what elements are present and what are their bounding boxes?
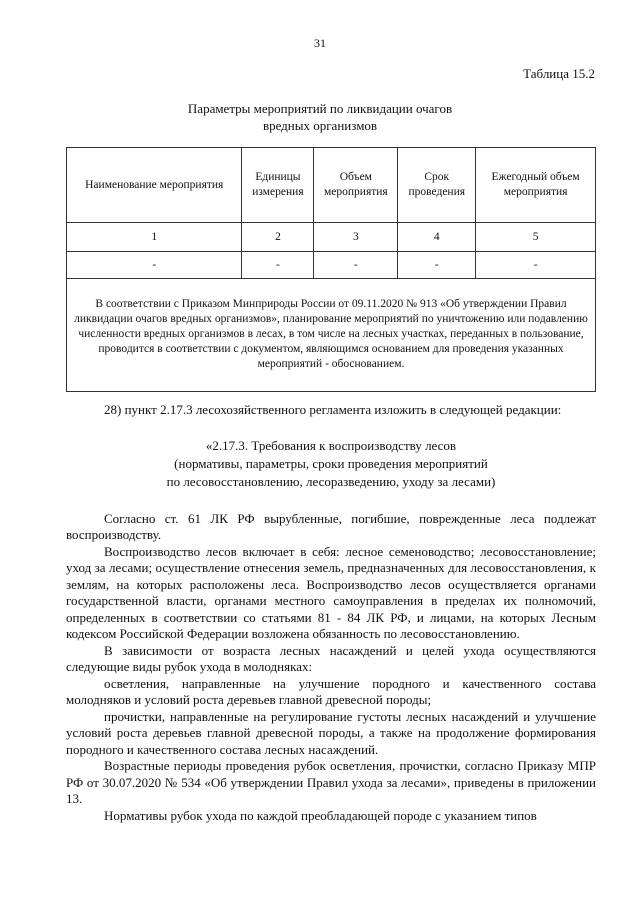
- paragraph: Согласно ст. 61 ЛК РФ вырубленные, погибшие, поврежденные леса подлежат воспроизводству.: [66, 510, 596, 542]
- table-cell: 4: [398, 223, 476, 252]
- page-number: 31: [314, 36, 326, 50]
- paragraph: Нормативы рубок ухода по каждой преобладающей породе с указанием типов: [104, 807, 537, 823]
- table-note: В соответствии с Приказом Минприроды России от 09.11.2020 № 913 «Об утверждении Правил ликвидации очагов вредных организмов», планирование мероприятий по уничтожению или подавлению численности вредных организмов в лесах, в том числе на лесных участках, переданных в пользование, проводится в соответствии с документом, являющимся основанием для проведения указанных мероприятий - обоснованием.: [67, 293, 596, 392]
- table-spacer-row: [67, 279, 596, 294]
- header-cell: Срок проведения: [398, 148, 476, 223]
- table-cell: 2: [242, 223, 314, 252]
- paragraph: Возрастные периоды проведения рубок осветления, прочистки, согласно Приказу МПР РФ от 30.07.2020 № 534 «Об утверждении Правил ухода за лесами», приведены в приложении 13.: [66, 758, 596, 806]
- table-cell: 3: [314, 223, 398, 252]
- header-cell: Наименование мероприятия: [67, 148, 242, 223]
- section-heading-line-1: «2.17.3. Требования к воспроизводству лесов: [205, 437, 457, 453]
- paragraph: прочистки, направленные на регулирование густоты лесных насаждений и улучшение условий роста деревьев главной древесной породы, а также на продолжение формирования породного и качественного состава лесных насаждений.: [66, 708, 596, 757]
- table-header-row: [67, 148, 596, 223]
- table-title-line-1: Параметры мероприятий по ликвидации очагов: [187, 101, 453, 116]
- table-label: Таблица 15.2: [523, 66, 595, 81]
- table-cell: 1: [67, 223, 242, 252]
- table-cell: -: [398, 252, 476, 279]
- section-heading: [66, 437, 596, 491]
- table-note-row: [67, 293, 596, 392]
- table-cell: -: [314, 252, 398, 279]
- document-body: [66, 402, 596, 824]
- paragraph: Воспроизводство лесов включает в себя: лесное семеноводство; лесовосстановление; уход за лесами; осуществление отнесения земель, предназначенных для лесовосстановления, к землям, на которых расположены леса. Воспроизводство лесов осуществляется органами государственной власти, органами местного самоуправления в пределах их полномочий, определенных в соответствии со статьями 81 - 84 ЛК РФ, и лицами, на которых Лесным кодексом Российской Федерации возложена обязанность по лесовосстановлению.: [66, 543, 596, 641]
- table-title: [0, 100, 640, 134]
- section-heading-line-2: (нормативы, параметры, сроки проведения мероприятий: [174, 455, 488, 471]
- table-title-line-2: вредных организмов: [262, 118, 378, 133]
- section-heading-line-3: по лесовосстановлению, лесоразведению, уходу за лесами): [166, 473, 496, 489]
- paragraph: осветления, направленные на улучшение породного и качественного состава молодняков и условий роста деревьев главной древесной породы;: [66, 675, 596, 707]
- header-cell: Объем мероприятия: [314, 148, 398, 223]
- header-cell: Единицы измерения: [242, 148, 314, 223]
- paragraph-28: 28) пункт 2.17.3 лесохозяйственного регламента изложить в следующей редакции:: [104, 402, 562, 417]
- table-row: [67, 252, 596, 279]
- table-cell: -: [242, 252, 314, 279]
- table-row: [67, 223, 596, 252]
- spacer-cell: [67, 279, 596, 294]
- parameters-table: [66, 147, 596, 392]
- header-cell: Ежегодный объем мероприятия: [476, 148, 596, 223]
- table-cell: 5: [476, 223, 596, 252]
- table-cell: -: [67, 252, 242, 279]
- table-cell: -: [476, 252, 596, 279]
- paragraph: В зависимости от возраста лесных насаждений и целей ухода осуществляются следующие виды рубок ухода в молодняках:: [66, 642, 596, 674]
